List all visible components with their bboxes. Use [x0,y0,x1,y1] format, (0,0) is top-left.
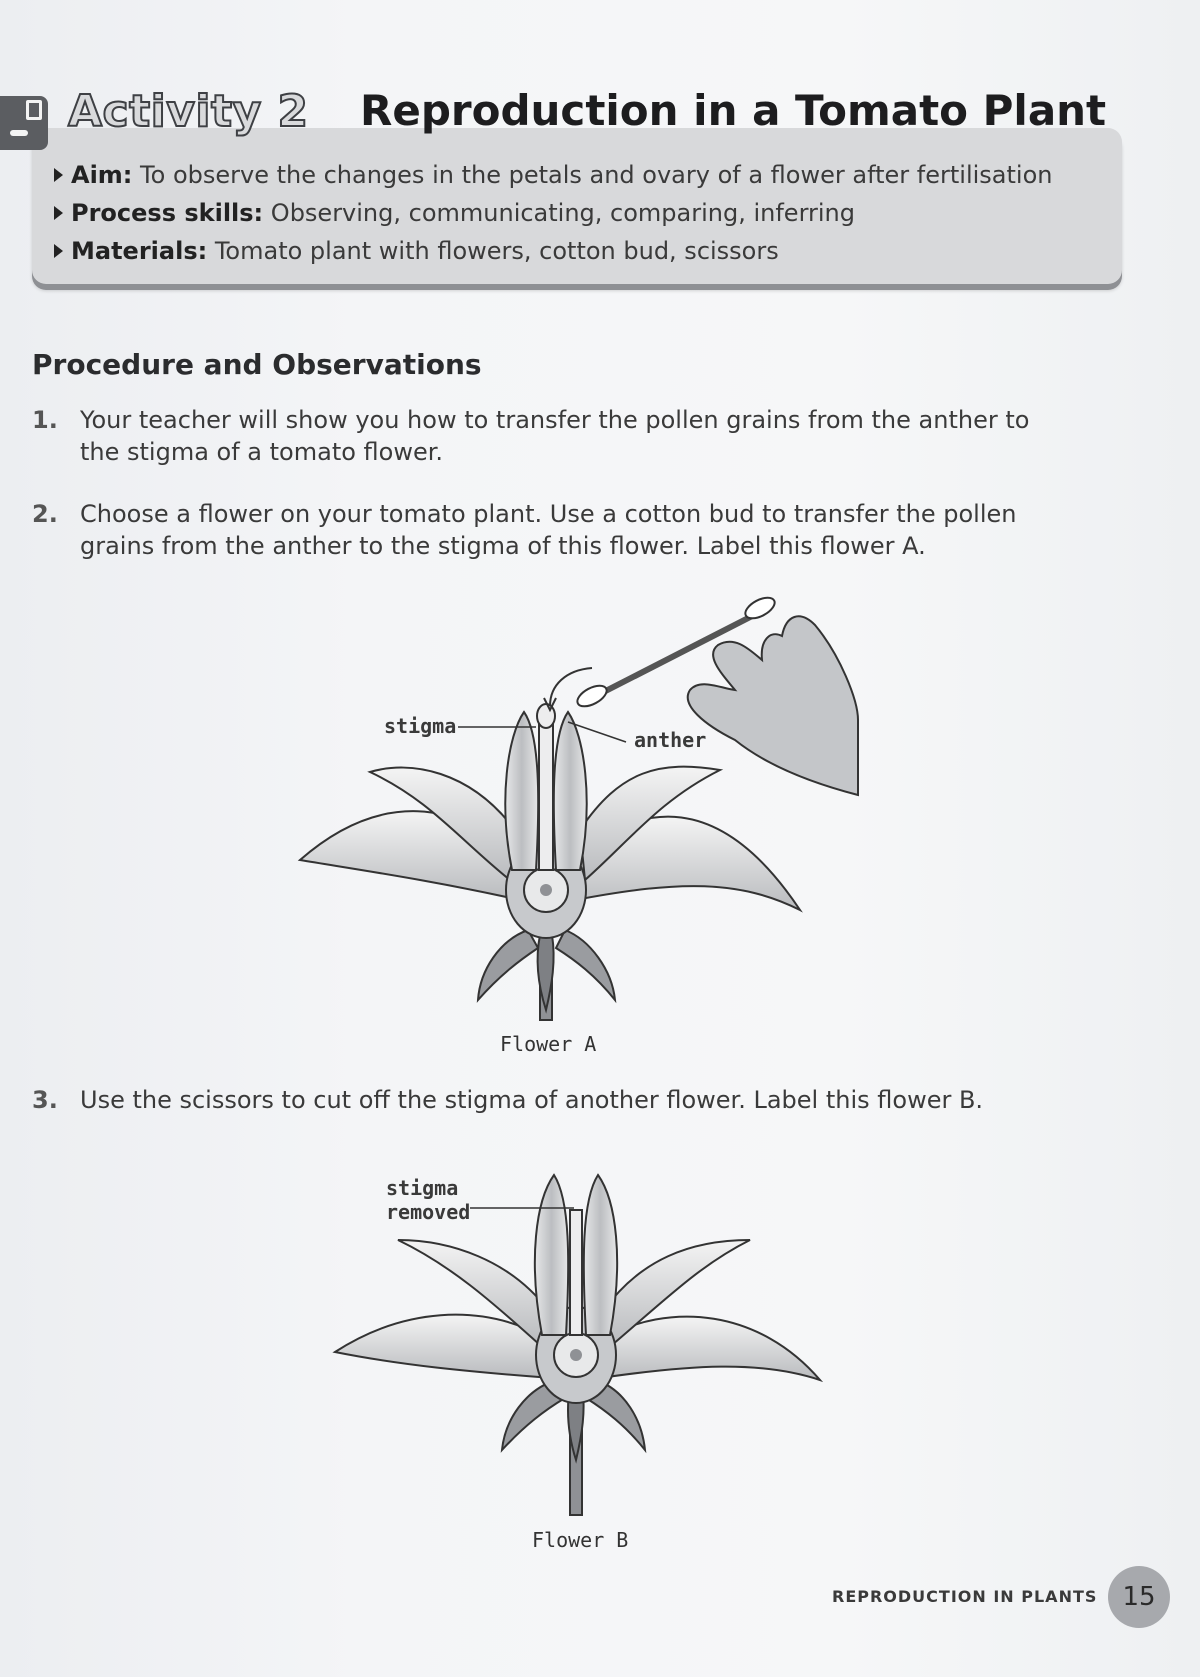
chapter-footer: REPRODUCTION IN PLANTS [832,1587,1098,1606]
flower-a-diagram [300,593,858,1020]
anther-label-a: anther [634,728,707,752]
stigma-label-a: stigma [384,714,457,738]
stigma-removed-line1: stigma [386,1176,459,1200]
flower-a-caption: Flower A [500,1032,597,1056]
section-heading: Procedure and Observations [32,348,482,381]
aim-text: To observe the changes in the petals and ovary of a flower after fertilisation [140,161,1053,189]
activity-number: Activity 2 [68,86,309,137]
aim-label: Aim: [71,161,133,189]
skills-label: Process skills: [71,199,264,227]
materials-text: Tomato plant with flowers, cotton bud, scissors [214,237,779,265]
step-number: 2. [32,500,58,528]
flower-b-caption: Flower B [532,1528,629,1552]
step-number: 3. [32,1086,58,1114]
step-number: 1. [32,406,58,434]
stigma-removed-label-b [386,1176,470,1224]
activity-title: Reproduction in a Tomato Plant [360,86,1107,135]
page-number-badge: 15 [1108,1566,1170,1628]
skills-text: Observing, communicating, comparing, inferring [270,199,855,227]
flower-b-diagram [335,1175,820,1515]
step-text: Use the scissors to cut off the stigma of another flower. Label this flower B. [80,1086,984,1114]
step-text: Your teacher will show you how to transfer the pollen grains from the anther to the stigma of a tomato flower. [80,406,1030,466]
materials-label: Materials: [71,237,208,265]
stigma-removed-line2: removed [386,1200,471,1224]
step-text: Choose a flower on your tomato plant. Use a cotton bud to transfer the pollen grains from the anther to the stigma of this flower. Label this flower A. [80,500,1017,560]
